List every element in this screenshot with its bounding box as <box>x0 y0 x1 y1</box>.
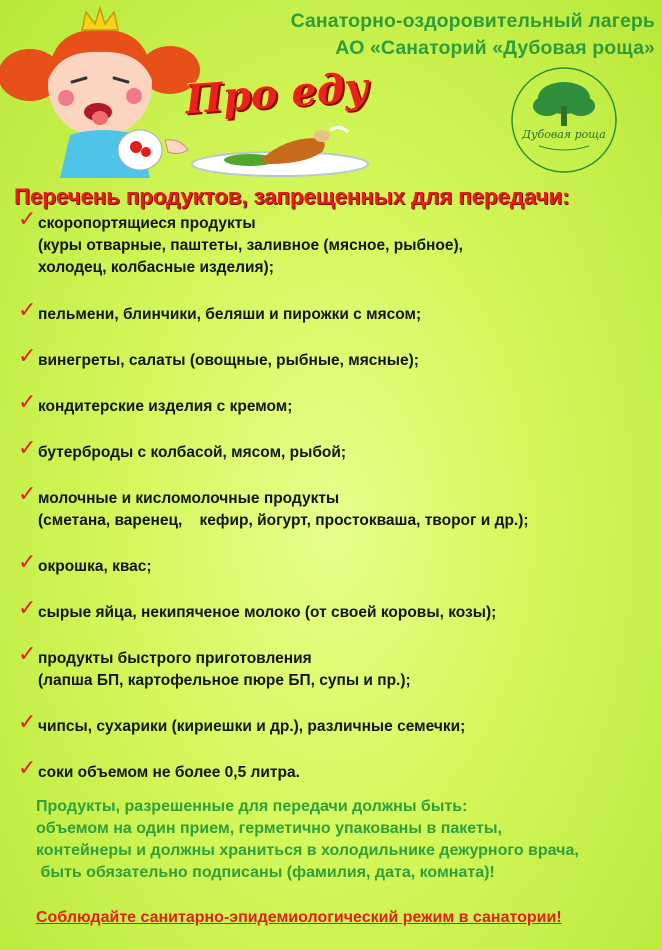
checkmark-icon: ✓ <box>18 390 37 415</box>
organization-header <box>215 8 655 62</box>
sanitary-warning: Соблюдайте санитарно-эпидемиологический режим в санатории! <box>36 909 562 926</box>
list-item: ✓ соки объемом не более 0,5 литра. <box>18 756 300 781</box>
list-item: ✓ продукты быстрого приготовления (лапша БП, картофельное пюре БП, супы и пр.); <box>18 642 411 689</box>
list-item: ✓ пельмени, блинчики, беляши и пирожки с мясом; <box>18 298 422 323</box>
checkmark-icon: ✓ <box>18 344 37 369</box>
checkmark-icon: ✓ <box>18 550 37 575</box>
checkmark-icon: ✓ <box>18 482 37 507</box>
girl-illustration <box>0 0 200 178</box>
checkmark-icon: ✓ <box>18 298 37 323</box>
checkmark-icon: ✓ <box>18 596 37 621</box>
list-item: ✓ бутерброды с колбасой, мясом, рыбой; <box>18 436 347 461</box>
list-item: ✓ скоропортящиеся продукты (куры отварные, паштеты, заливное (мясное, рыбное), холодец, колбасные изделия); <box>18 207 463 276</box>
list-item: ✓ сырые яйца, некипяченое молоко (от своей коровы, козы); <box>18 596 497 621</box>
oak-tree-icon <box>533 82 595 126</box>
list-item: ✓ чипсы, сухарики (кириешки и др.), различные семечки; <box>18 710 466 735</box>
checkmark-icon: ✓ <box>18 207 37 232</box>
logo-text: Дубовая роща <box>522 128 606 141</box>
org-line-2: АО «Санаторий «Дубовая роща» <box>335 37 655 59</box>
allowed-products-note: Продукты, разрешенные для передачи должны быть: объемом на один прием, герметично упакованы в пакеты, контейнеры и должны храниться в холодильнике дежурного врача, быть обязательно подписаны (фамилия, дата, комната)! <box>36 798 579 881</box>
oak-tree-logo <box>509 66 619 174</box>
org-line-1: Санаторно-оздоровительный лагерь <box>290 10 655 32</box>
list-item: ✓ винегреты, салаты (овощные, рыбные, мясные); <box>18 344 419 369</box>
checkmark-icon: ✓ <box>18 710 37 735</box>
forbidden-list-title: Перечень продуктов, запрещенных для передачи: <box>14 184 570 209</box>
list-item: ✓ молочные и кисломолочные продукты (сметана, варенец, кефир, йогурт, простокваша, творог и др.); <box>18 482 529 529</box>
checkmark-icon: ✓ <box>18 436 37 461</box>
list-item: ✓ окрошка, квас; <box>18 550 152 575</box>
forbidden-items-list <box>18 207 648 784</box>
list-item: ✓ кондитерские изделия с кремом; <box>18 390 293 415</box>
checkmark-icon: ✓ <box>18 756 37 781</box>
page-title: Про еду <box>183 63 370 124</box>
checkmark-icon: ✓ <box>18 642 37 667</box>
plate-chicken-illustration <box>190 120 370 180</box>
